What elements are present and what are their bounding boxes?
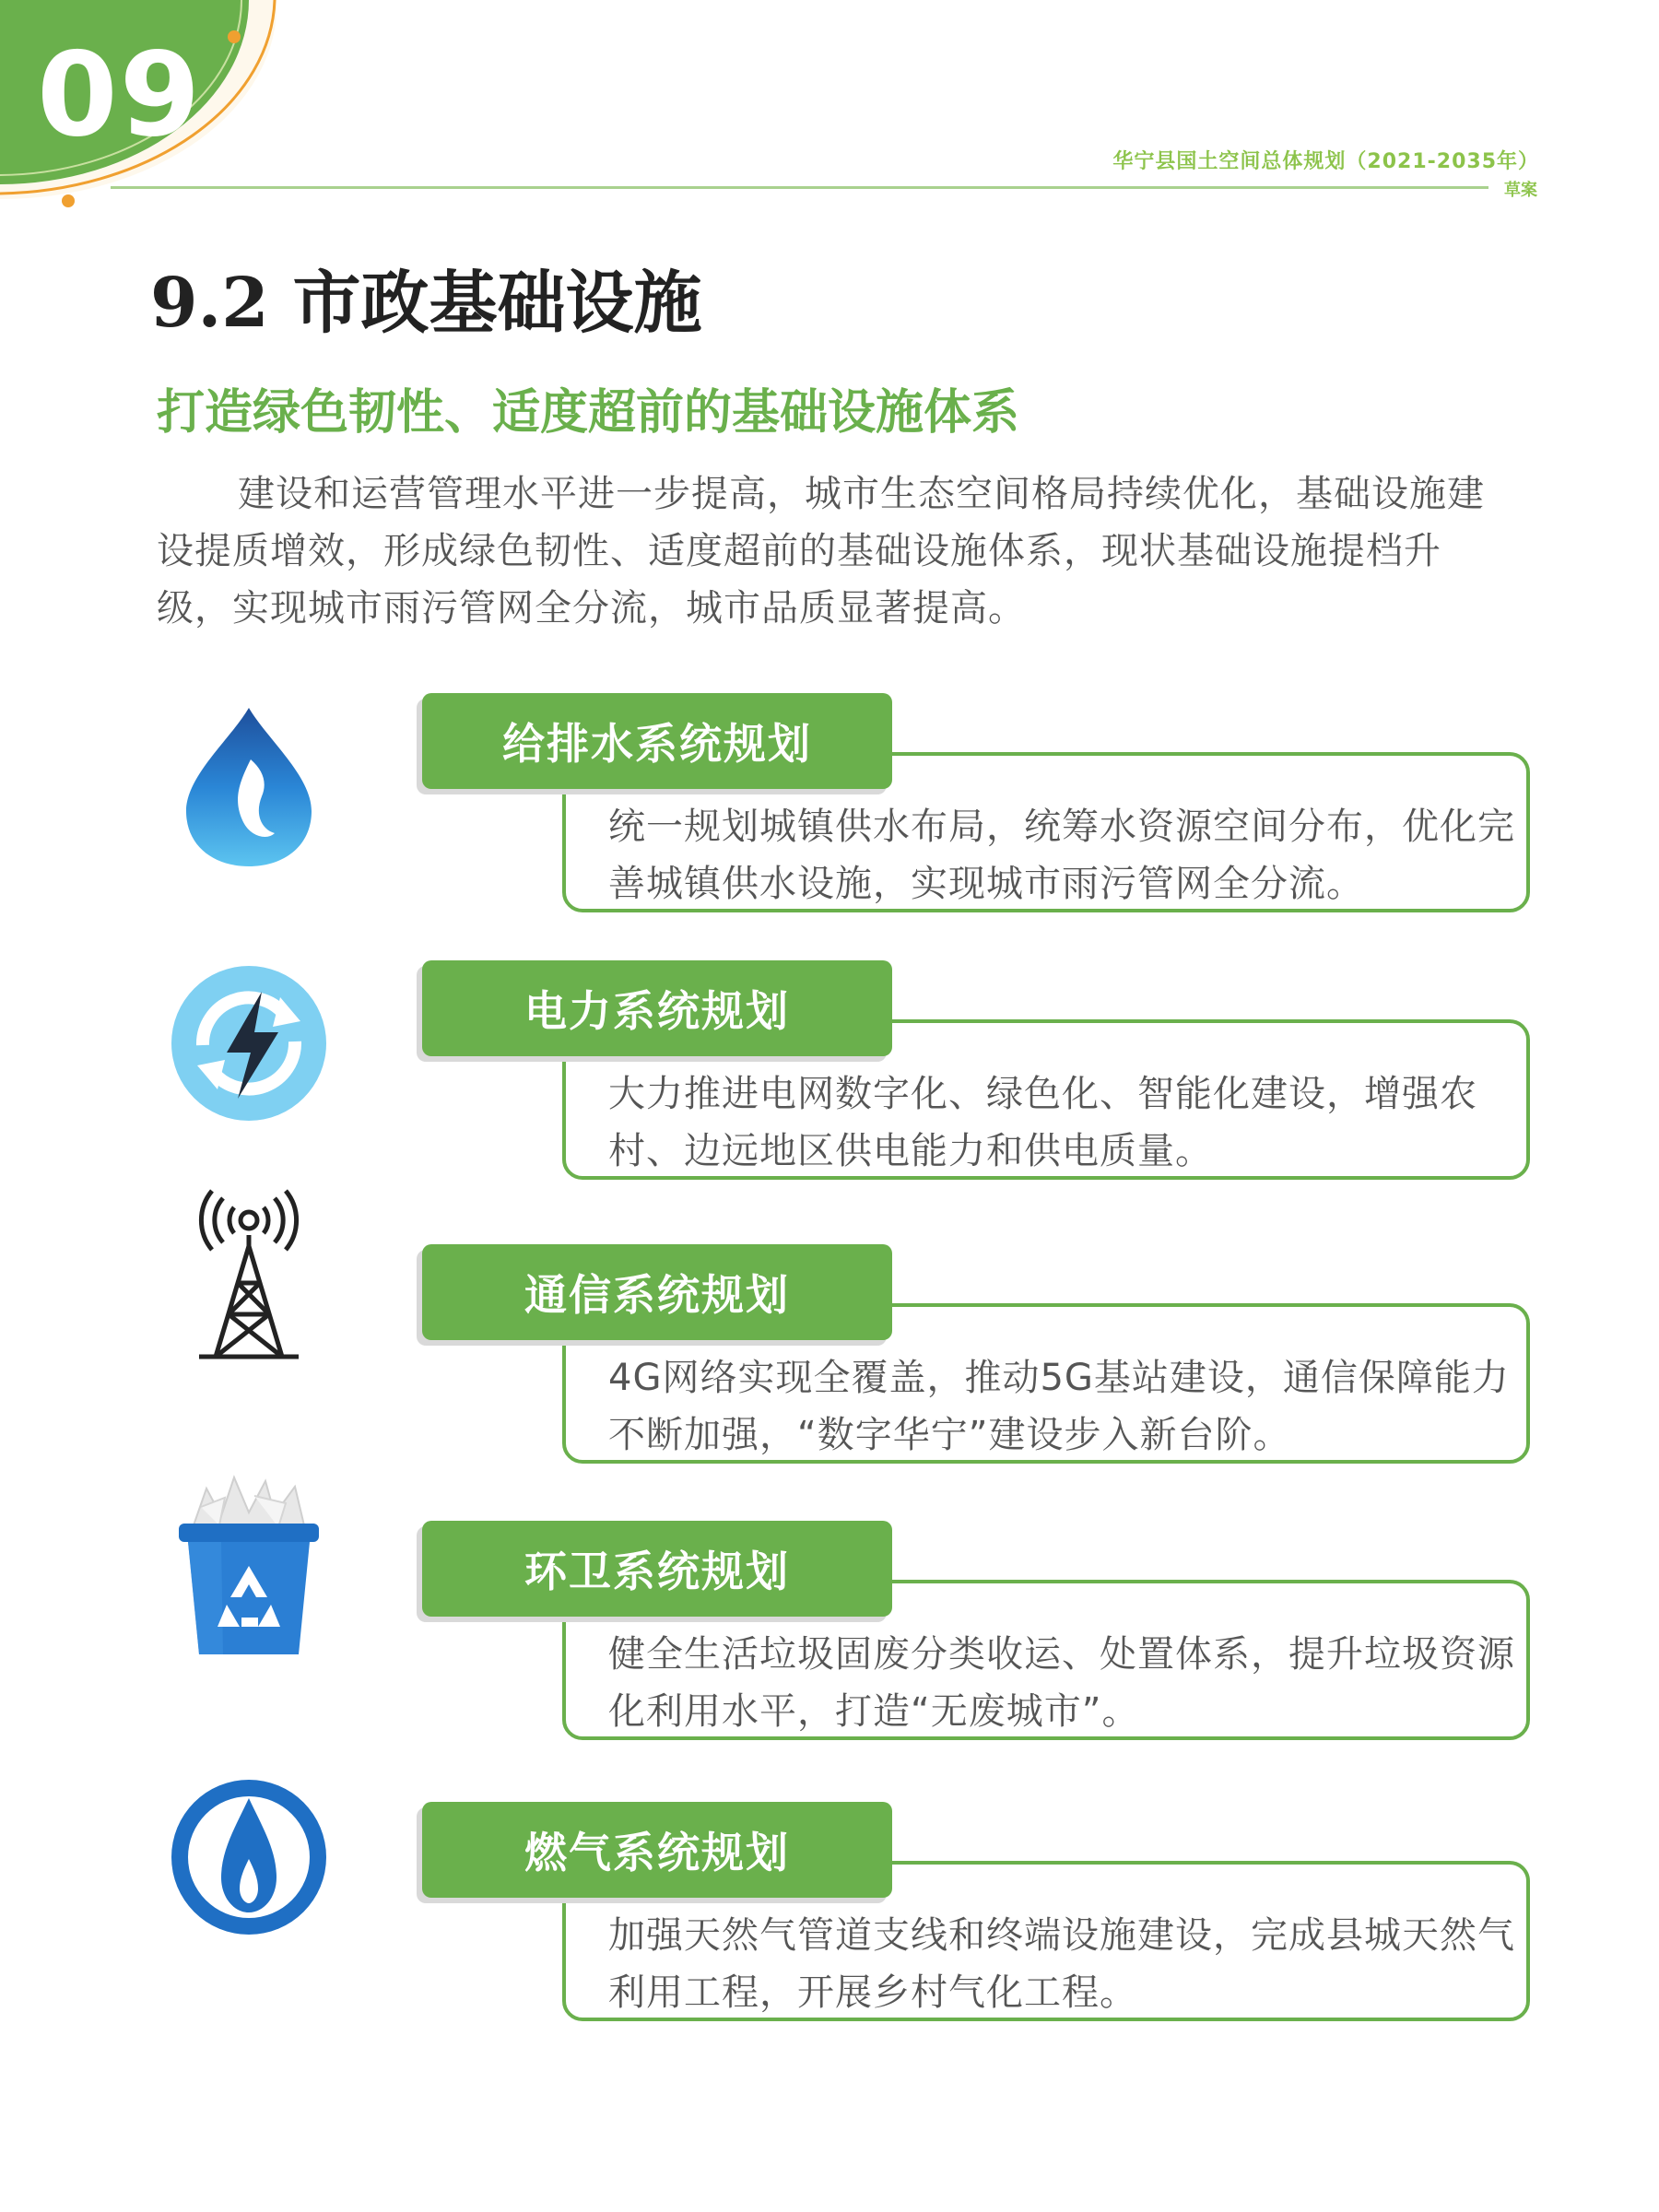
- document-subtitle: 草案: [1504, 181, 1537, 200]
- plan-title-gas: 燃气系统规划: [422, 1802, 892, 1898]
- section-title: 9.2 市政基础设施: [150, 264, 702, 343]
- chapter-number: 09: [37, 27, 203, 162]
- section-subtitle: 打造绿色韧性、适度超前的基础设施体系: [157, 385, 1020, 441]
- document-title: 华宁县国土空间总体规划（2021-2035年）: [1112, 150, 1539, 173]
- intro-paragraph: 建设和运营管理水平进一步提高，城市生态空间格局持续优化，基础设施建设提质增效，形成绿色韧性、适度超前的基础设施体系，现状基础设施提档升级，实现城市雨污管网全分流，城市品质显著提高。: [157, 473, 1485, 629]
- plan-title-water: 给排水系统规划: [422, 693, 892, 789]
- water-drop-icon: [166, 702, 332, 868]
- plan-text-water: 统一规划城镇供水布局，统筹水资源空间分布，优化完善城镇供水设施，实现城市雨污管网全分流。: [608, 806, 1515, 905]
- gas-flame-icon: [166, 1774, 332, 1940]
- plan-text-telecom: 4G网络实现全覆盖，推动5G基站建设，通信保障能力不断加强，“数字华宁”建设步入新台阶。: [608, 1357, 1510, 1456]
- plan-title-telecom: 通信系统规划: [422, 1244, 892, 1340]
- plan-title-power: 电力系统规划: [422, 960, 892, 1056]
- plan-text-gas: 加强天然气管道支线和终端设施建设，完成县城天然气利用工程，开展乡村气化工程。: [608, 1914, 1515, 2014]
- plan-title-sanitation: 环卫系统规划: [422, 1521, 892, 1617]
- header-divider: [111, 186, 1488, 189]
- signal-tower-icon: [166, 1180, 332, 1346]
- plan-text-sanitation: 健全生活垃圾固废分类收运、处置体系，提升垃圾资源化利用水平，打造“无废城市”。: [608, 1633, 1515, 1733]
- plan-text-power: 大力推进电网数字化、绿色化、智能化建设，增强农村、边远地区供电能力和供电质量。: [608, 1073, 1477, 1172]
- power-lightning-icon: [166, 960, 332, 1126]
- recycle-bin-icon: [166, 1470, 332, 1636]
